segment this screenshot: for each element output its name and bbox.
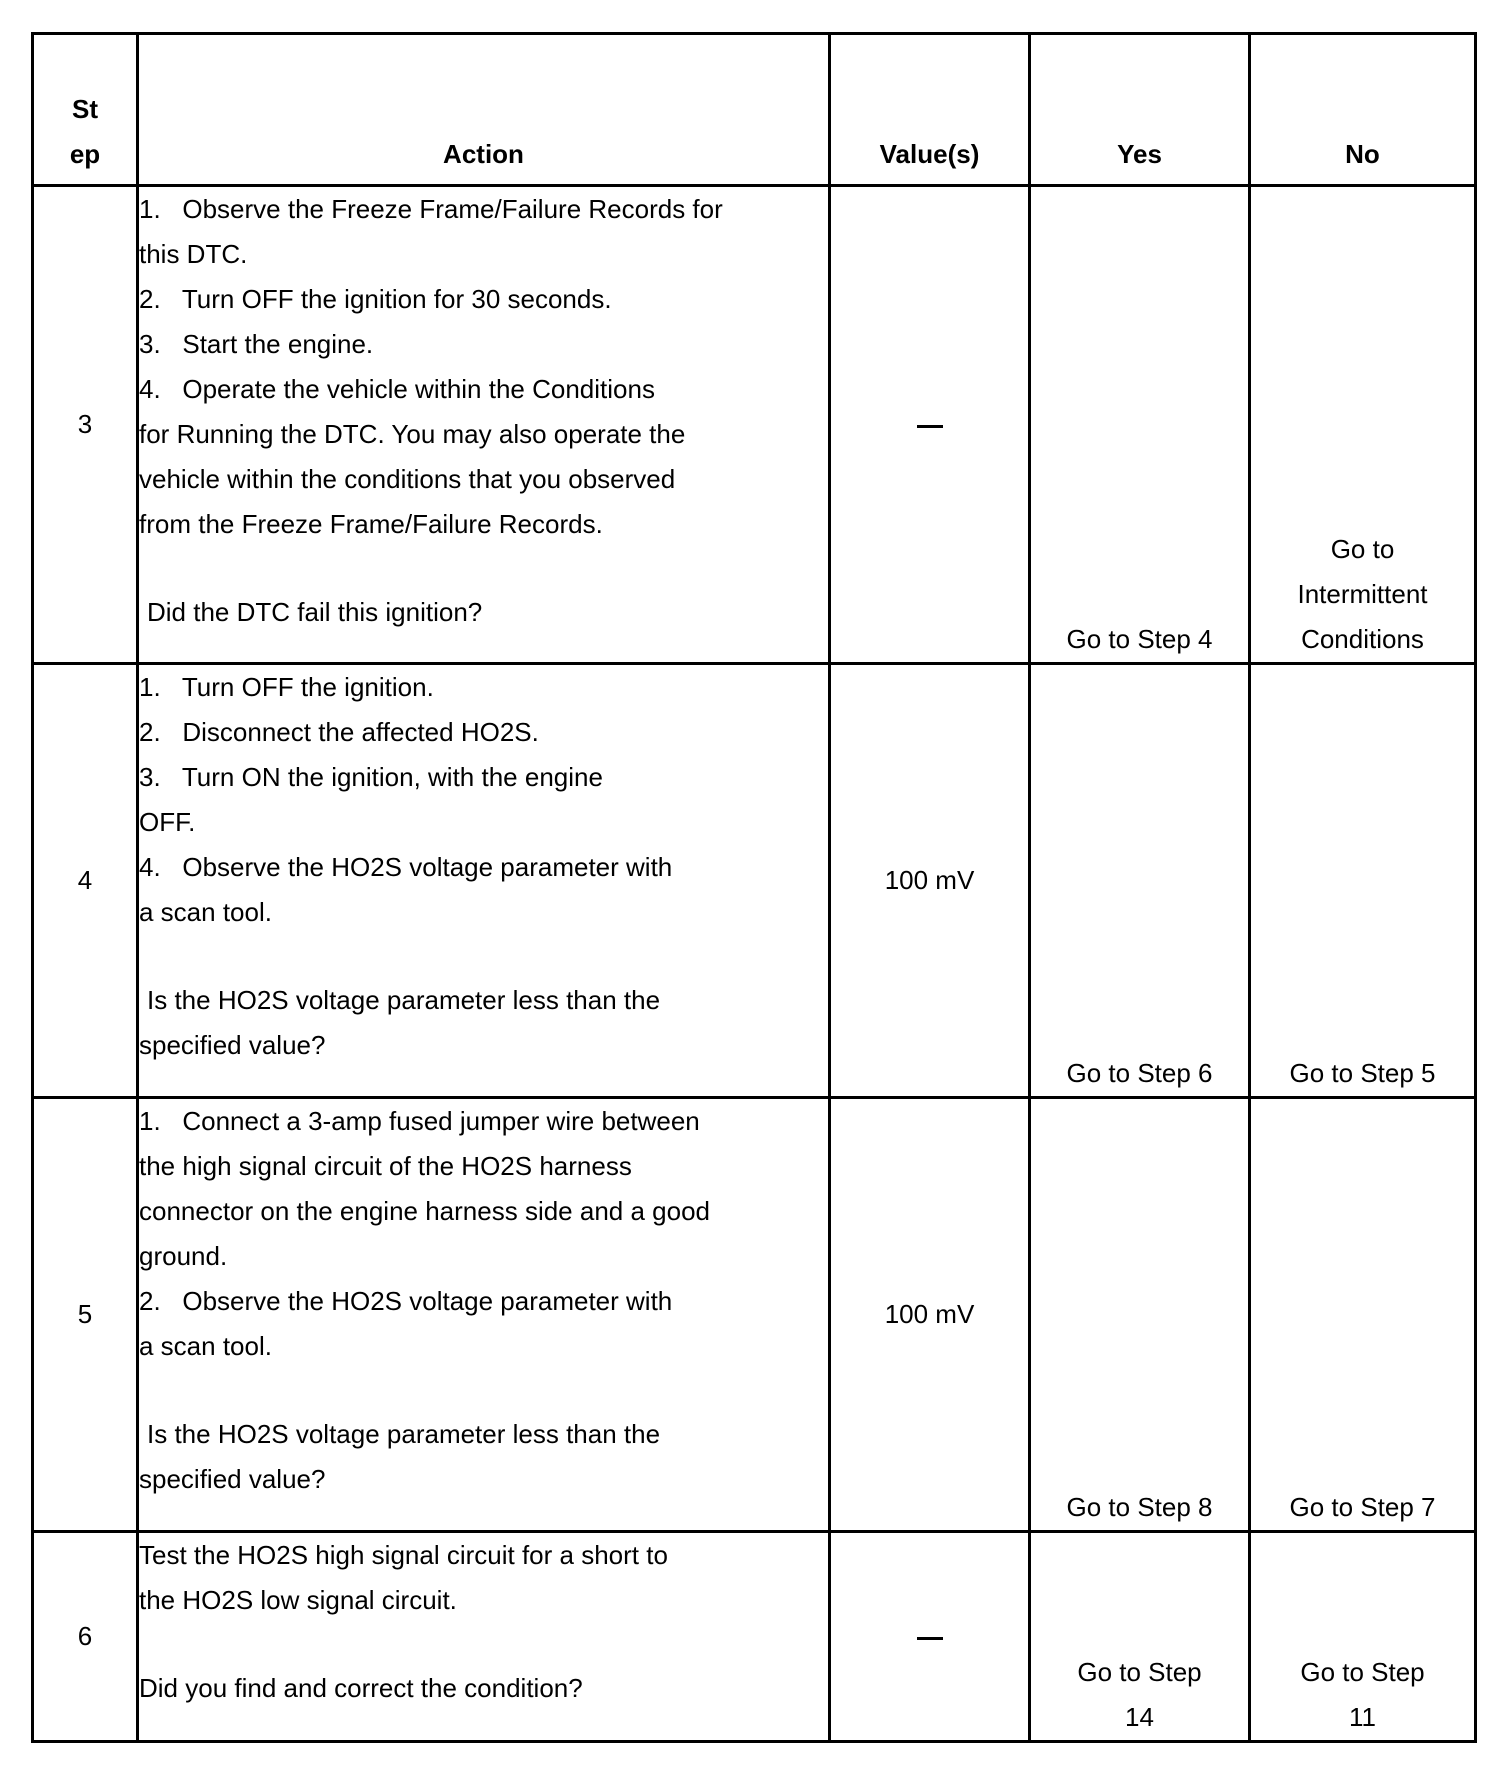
action-question: specified value? [139, 1464, 326, 1494]
action-line: 3. Turn ON the ignition, with the engine [139, 762, 603, 792]
action-line: 2. Observe the HO2S voltage parameter with [139, 1286, 673, 1316]
action-cell [138, 664, 830, 1098]
value-cell: 100 mV [830, 1098, 1030, 1532]
action-line: Test the HO2S high signal circuit for a short to [139, 1540, 668, 1570]
value-cell: 100 mV [830, 664, 1030, 1098]
header-row [33, 34, 1476, 186]
yes-cell [1030, 1532, 1250, 1742]
value-cell [830, 186, 1030, 664]
spacer [139, 935, 828, 978]
action-line: 2. Disconnect the affected HO2S. [139, 717, 539, 747]
no-line: Conditions [1301, 624, 1424, 654]
table-row [33, 664, 1476, 1098]
yes-line: Go to Step [1077, 1657, 1202, 1687]
header-step-line: St [72, 94, 98, 124]
action-question: Is the HO2S voltage parameter less than the [147, 985, 661, 1015]
action-line: OFF. [139, 807, 196, 837]
table-row [33, 1532, 1476, 1742]
action-line: 4. Observe the HO2S voltage parameter with [139, 852, 673, 882]
step-number: 5 [33, 1098, 138, 1532]
header-action: Action [138, 34, 830, 186]
action-question: Is the HO2S voltage parameter less than the [147, 1419, 661, 1449]
yes-cell: Go to Step 8 [1030, 1098, 1250, 1532]
action-line: 2. Turn OFF the ignition for 30 seconds. [139, 284, 612, 314]
header-yes: Yes [1030, 34, 1250, 186]
header-step [33, 34, 138, 186]
action-line: 3. Start the engine. [139, 329, 374, 359]
step-number: 6 [33, 1532, 138, 1742]
action-line: a scan tool. [139, 897, 272, 927]
action-line: this DTC. [139, 239, 248, 269]
no-cell [1250, 1532, 1476, 1742]
em-dash [917, 1637, 943, 1640]
action-cell [138, 1098, 830, 1532]
spacer [139, 547, 828, 590]
no-cell: Go to Step 7 [1250, 1098, 1476, 1532]
diagnostic-table [31, 32, 1477, 1743]
header-no: No [1250, 34, 1476, 186]
header-step-line: ep [69, 139, 101, 169]
action-line: the high signal circuit of the HO2S harness [139, 1151, 632, 1181]
header-values: Value(s) [830, 34, 1030, 186]
table-row [33, 1098, 1476, 1532]
step-number: 3 [33, 186, 138, 664]
no-cell [1250, 186, 1476, 664]
value-cell [830, 1532, 1030, 1742]
no-line: Go to Step [1300, 1657, 1425, 1687]
action-question: Did you find and correct the condition? [139, 1673, 583, 1703]
action-line: 1. Connect a 3-amp fused jumper wire between [139, 1106, 700, 1136]
yes-line: 14 [1125, 1702, 1154, 1732]
action-question: Did the DTC fail this ignition? [147, 597, 483, 627]
action-line: 4. Operate the vehicle within the Conditions [139, 374, 655, 404]
no-line: Go to [1330, 534, 1395, 564]
action-question: specified value? [139, 1030, 326, 1060]
action-cell [138, 1532, 830, 1742]
action-line: the HO2S low signal circuit. [139, 1585, 457, 1615]
action-line: a scan tool. [139, 1331, 272, 1361]
action-cell [138, 186, 830, 664]
action-line: from the Freeze Frame/Failure Records. [139, 509, 603, 539]
action-line: 1. Turn OFF the ignition. [139, 672, 434, 702]
yes-cell: Go to Step 4 [1030, 186, 1250, 664]
no-line: 11 [1349, 1702, 1376, 1732]
table-row [33, 186, 1476, 664]
action-line: vehicle within the conditions that you observed [139, 464, 676, 494]
no-cell: Go to Step 5 [1250, 664, 1476, 1098]
no-line: Intermittent [1297, 579, 1428, 609]
em-dash [917, 425, 943, 428]
spacer [139, 1623, 828, 1666]
action-line: ground. [139, 1241, 228, 1271]
action-line: for Running the DTC. You may also operate the [139, 419, 686, 449]
action-line: connector on the engine harness side and a good [139, 1196, 710, 1226]
action-line: 1. Observe the Freeze Frame/Failure Records for [139, 194, 723, 224]
yes-cell: Go to Step 6 [1030, 664, 1250, 1098]
spacer [139, 1369, 828, 1412]
step-number: 4 [33, 664, 138, 1098]
